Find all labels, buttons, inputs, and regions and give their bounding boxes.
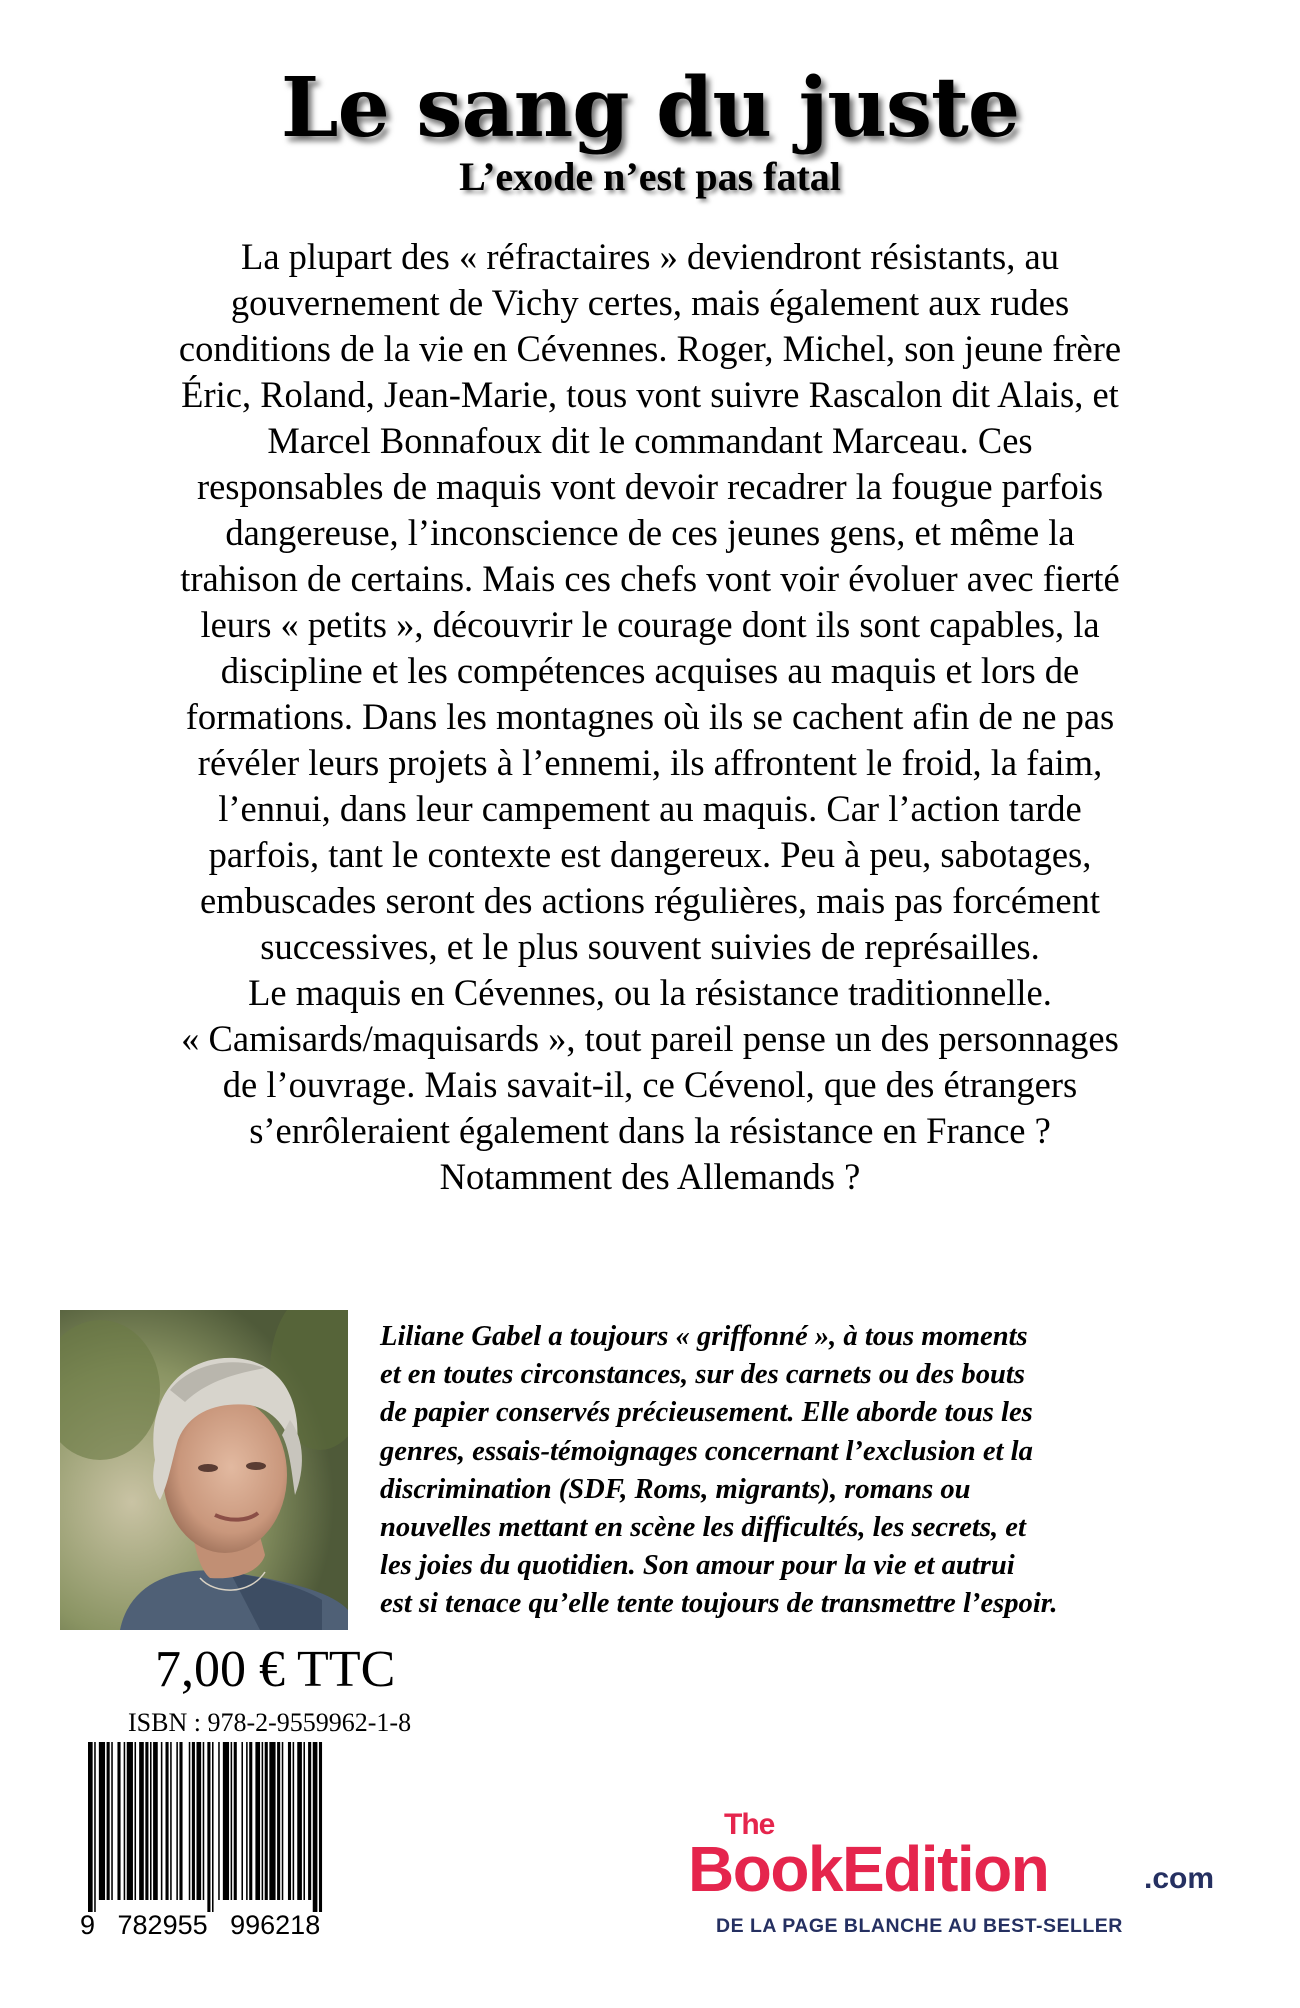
barcode-bar [111,1742,113,1900]
barcode-bar [166,1742,169,1900]
barcode-bar [107,1742,110,1900]
barcode-bar [150,1742,152,1900]
bio-line: de papier conservés précieusement. Elle aborde tous les [380,1397,1033,1429]
barcode-bar [203,1742,205,1900]
synopsis-line: s’enrôleraient également dans la résistance en France ? [249,1110,1051,1151]
barcode-bar [212,1742,214,1912]
synopsis-line: parfois, tant le contexte est dangereux. Peu à peu, sabotages, [208,834,1092,875]
author-photo [60,1310,348,1630]
barcode-icon [78,1742,448,1942]
barcode-bar [189,1742,191,1900]
synopsis-text [70,234,1230,1200]
barcode-bar [249,1742,252,1900]
barcode-bar [241,1742,243,1900]
synopsis-line: embuscades seront des actions régulières, mais pas forcément [199,880,1101,921]
synopsis-line: discipline et les compétences acquises au maquis et lors de [220,650,1080,691]
publisher-logo [688,1810,1268,1960]
bio-line: genres, essais-témoignages concernant l’exclusion et la [380,1435,1033,1467]
barcode-bar [179,1742,182,1900]
synopsis-line: Notamment des Allemands ? [439,1156,861,1197]
barcode-bar [94,1742,96,1912]
barcode-bar [218,1742,220,1900]
barcode-bar [313,1742,318,1912]
bio-line: et en toutes circonstances, sur des carnets ou des bouts [380,1359,1025,1391]
barcode-bar [297,1742,302,1900]
barcode-bar [269,1742,275,1900]
barcode-digits: 9 782955 996218 [80,1910,321,1940]
synopsis-line: Marcel Bonnafoux dit le commandant Marceau. Ces [267,420,1033,461]
barcode-bar [117,1742,120,1900]
synopsis-line: dangereuse, l’inconscience de ces jeunes gens, et même la [225,512,1075,553]
barcode-bar [197,1742,202,1900]
book-title: Le sang du juste [280,60,1020,156]
barcode-bar [231,1742,233,1900]
barcode-bar [124,1742,126,1900]
barcode-bar [127,1742,133,1900]
bio-line: Liliane Gabel a toujours « griffonné », à tous moments [380,1321,1028,1352]
price-label: 7,00 € TTC [155,1641,396,1698]
barcode-bar [207,1742,210,1912]
barcode-bar [308,1742,311,1900]
barcode-bar [319,1742,322,1912]
author-portrait-icon [60,1310,348,1630]
synopsis-line: gouvernement de Vichy certes, mais également aux rudes [230,282,1070,323]
synopsis-line: leurs « petits », découvrir le courage dont ils sont capables, la [200,604,1100,645]
synopsis-line: formations. Dans les montagnes où ils se cachent afin de ne pas [185,696,1115,737]
barcode-bar [161,1742,163,1900]
barcode-bar [139,1742,144,1900]
barcode-bar [255,1742,260,1900]
barcode-bar [192,1742,195,1900]
barcode-bar [293,1742,295,1900]
barcode-bar [176,1742,178,1900]
barcode-bar [288,1742,291,1900]
synopsis-line: de l’ouvrage. Mais savait-il, ce Cévenol, que des étrangers [222,1064,1078,1105]
synopsis-line: Le maquis en Cévennes, ou la résistance traditionnelle. [248,972,1052,1013]
synopsis-line: La plupart des « réfractaires » deviendront résistants, au [241,236,1059,277]
bio-line: les joies du quotidien. Son amour pour la vie et autrui [380,1550,1015,1582]
barcode-bar [88,1742,93,1912]
barcode-bar [145,1742,148,1900]
publisher-the: The [724,1808,775,1841]
barcode-bar [170,1742,172,1900]
barcode-bar [303,1742,305,1900]
synopsis-line: responsables de maquis vont devoir recadrer la fougue parfois [196,466,1104,507]
barcode-bar [262,1742,264,1900]
barcode-bar [234,1742,237,1900]
synopsis-line: l’ennui, dans leur campement au maquis. Car l’action tarde [218,788,1082,829]
isbn-barcode [78,1742,448,1942]
barcode-bar [99,1742,105,1900]
barcode-bar [223,1742,229,1900]
synopsis-line: révéler leurs projets à l’ennemi, ils affrontent le froid, la faim, [197,742,1103,783]
bio-line: discrimination (SDF, Roms, migrants), romans ou [380,1473,971,1505]
synopsis-line: Éric, Roland, Jean-Marie, tous vont suivre Rascalon dit Alais, et [181,374,1119,415]
bio-line: est si tenace qu’elle tente toujours de transmettre l’espoir. [380,1588,1058,1620]
barcode-bar [277,1742,280,1900]
publisher-slogan: DE LA PAGE BLANCHE AU BEST-SELLER [716,1915,1123,1937]
synopsis-line: conditions de la vie en Cévennes. Roger, Michel, son jeune frère [178,328,1122,369]
barcode-bar [153,1742,158,1900]
barcode-bar [265,1742,268,1900]
publisher-name: BookEdition [688,1833,1049,1905]
bio-line: nouvelles mettant en scène les difficultés, les secrets, et [380,1512,1026,1544]
author-bio [380,1318,1260,1624]
publisher-domain: .com [1144,1862,1215,1895]
barcode-bar [282,1742,284,1900]
synopsis-line: successives, et le plus souvent suivies de représailles. [260,926,1040,967]
barcode-bar [135,1742,137,1900]
barcode-bar [246,1742,248,1900]
isbn-label: ISBN : 978-2-9559962-1-8 [128,1708,412,1737]
book-subtitle: L’exode n’est pas fatal [459,154,841,199]
synopsis-line: « Camisards/maquisards », tout pareil pense un des personnages [181,1018,1119,1059]
synopsis-line: trahison de certains. Mais ces chefs vont voir évoluer avec fierté [180,558,1120,599]
